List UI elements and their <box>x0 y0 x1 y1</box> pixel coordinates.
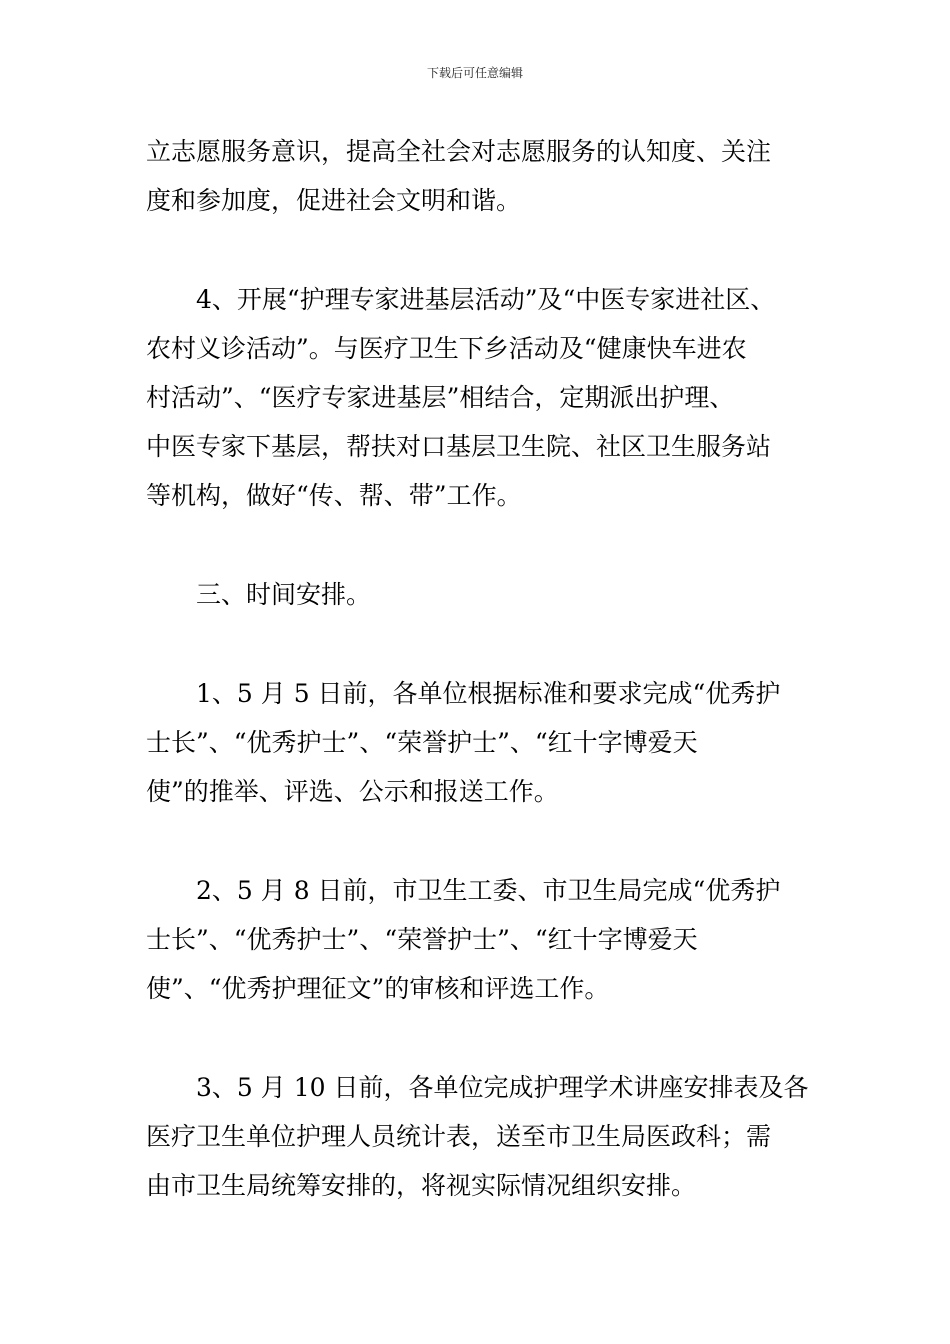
text-line: 使”的推举、评选、公示和报送工作。 <box>146 777 559 806</box>
paragraph-schedule-1 <box>146 669 826 816</box>
paragraph-volunteer-awareness <box>146 127 826 225</box>
paragraph-schedule-3 <box>146 1063 826 1210</box>
text-line: 度和参加度，促进社会文明和谐。 <box>146 186 522 215</box>
text-line: 三、时间安排。 <box>196 580 372 609</box>
text-line: 医疗卫生单位护理人员统计表，送至市卫生局医政科；需 <box>146 1122 772 1151</box>
text-line: 3、5 月 10 日前，各单位完成护理学术讲座安排表及各 <box>196 1073 809 1102</box>
paragraph-item-4 <box>146 275 826 520</box>
paragraph-schedule-2 <box>146 866 826 1013</box>
text-line: 2、5 月 8 日前，市卫生工委、市卫生局完成“优秀护 <box>196 876 781 905</box>
text-line: 由市卫生局统筹安排的，将视实际情况组织安排。 <box>146 1171 697 1200</box>
section-heading-schedule <box>146 570 826 619</box>
page-header: 下载后可任意编辑 <box>426 66 523 80</box>
text-line: 使”、“优秀护理征文”的审核和评选工作。 <box>146 974 610 1003</box>
text-line: 士长”、“优秀护士”、“荣誉护士”、“红十字博爱天 <box>146 728 698 757</box>
text-line: 立志愿服务意识，提高全社会对志愿服务的认知度、关注 <box>146 137 772 166</box>
text-line: 4、开展“护理专家进基层活动”及“中医专家进社区、 <box>196 285 776 314</box>
text-line: 士长”、“优秀护士”、“荣誉护士”、“红十字博爱天 <box>146 925 698 954</box>
text-line: 农村义诊活动”。与医疗卫生下乡活动及“健康快车进农 <box>146 334 747 363</box>
text-line: 村活动”、“医疗专家进基层”相结合，定期派出护理、 <box>146 383 735 412</box>
text-line: 1、5 月 5 日前，各单位根据标准和要求完成“优秀护 <box>196 679 781 708</box>
text-line: 中医专家下基层，帮扶对口基层卫生院、社区卫生服务站 <box>146 432 772 461</box>
document-body <box>146 127 826 1260</box>
text-line: 等机构，做好“传、帮、带”工作。 <box>146 481 522 510</box>
